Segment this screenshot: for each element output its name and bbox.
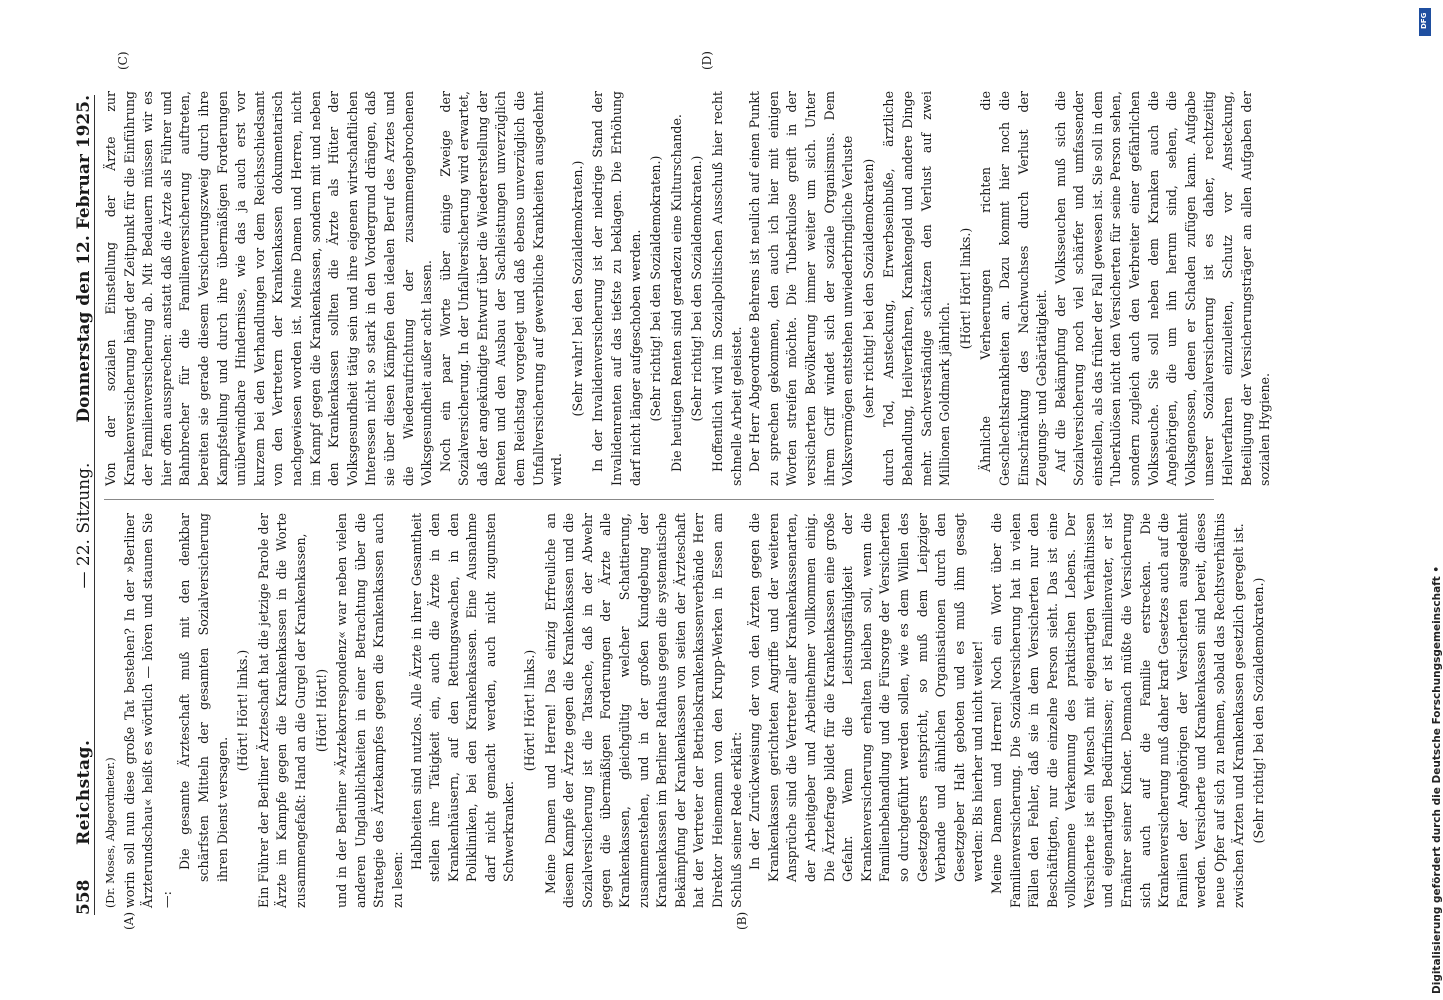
margin-letter-d: (D) <box>700 51 714 70</box>
header-title: Reichstag. <box>74 739 94 845</box>
interjection: (Sehr richtig! bei den Sozialdemokraten.) <box>1251 577 1267 844</box>
paragraph: Meine Damen und Herren! Noch ein Wort über die Familienversicherung. Die Sozialversicherung hat in vielen Fällen den Fehler, daß sie in dem Versicherten nur den Beschäftigten, nur die einzelne Person sieht. Das ist eine vollkommene Verkennung des praktischen Lebens. Der Versicherte ist ein Mensch mit eigenartigen Verhältnissen und eigenartigen Bedürfnissen; er ist Familienvater, er ist Ernährer seiner Kinder. Demnach müßte die Versicherung sich auch auf die Familie erstrecken. Die Krankenversicherung muß daher kraft Gesetzes auch auf die Familien der Angehörigen der Versicherten ausgedehnt werden. Versicherte und Krankenkassen sind bereit, dieses neue Opfer auf sich zu nehmen, sobald das Rechtsverhältnis zwischen Ärzten und Krankenkassen gesetzlich geregelt ist. <box>988 513 1246 908</box>
interjection: (Sehr richtig! bei den Sozialdemokraten.) <box>689 155 705 422</box>
interjection: (sehr richtig! bei den Sozialdemokraten) <box>860 158 876 419</box>
left-column <box>102 513 1271 908</box>
paragraph: Hoffentlich wird im Sozialpolitischen Ausschuß hier recht schnelle Arbeit geleistet. <box>710 91 744 486</box>
page-number: 558 <box>74 879 94 915</box>
paragraph: In der Invalidenversicherung ist der niedrige Stand der Invalidenrenten auf das tiefste zu beklagen. Die Erhöhung darf nicht länger aufgeschoben werden. <box>590 91 643 486</box>
page-header <box>68 95 95 915</box>
paragraph: Noch ein paar Worte über einige Zweige der Sozialversicherung. In der Unfallversicherung wird erwartet, daß der angekündigte Entwurf über die Wiedererstellung der Renten und den Ausbau der Sachleistungen unverzüglich dem Reichstag vorgelegt und daß ebenso unverzüglich die Unfallversicherung auf gewerbliche Krankheiten ausgedehnt wird. <box>437 91 565 486</box>
interjection: (Hört! Hört! links.) <box>522 649 538 772</box>
interjection: (Hört! Hört! links.) <box>235 649 251 772</box>
paragraph: Die heutigen Renten sind geradezu eine Kulturschande. <box>668 114 684 472</box>
header-date: Donnerstag den 12. Februar 1925. <box>74 95 94 423</box>
interjection: (Hört! Hört! links.) <box>957 227 973 350</box>
digitization-credit: Digitalisierung gefördert durch die Deutsche Forschungsgemeinschaft • <box>1431 565 1443 994</box>
interjection: (Sehr richtig! bei den Sozialdemokraten.) <box>648 155 664 422</box>
paragraph: Von der sozialen Einstellung der Ärzte zur Krankenversicherung hängt der Zeitpunkt für die Einführung der Familienversicherung ab. Mit Bedauern müssen wir es hier offen aussprechen: anstatt daß die Ärzte als Führer und Bahnbrecher für die Familienversicherung auftreten, bereiten sie gerade diesem Versicherungszweig durch ihre Kampfstellung und durch ihre übermäßigen Forderungen unüberwindbare Hindernisse, wie das ja auch erst vor kurzem bei den Verhandlungen vor dem Reichsschiedsamt von den Vertretern der Krankenkassen dokumentarisch nachgewiesen worden ist. Meine Damen und Herren, nicht im Kampf gegen die Krankenkassen, sondern mit und neben den Krankenkassen sollten die Ärzte als Hüter der Volksgesundheit tätig sein und ihre eigenen wirtschaftlichen Interessen nicht so stark in den Vordergrund drängen, daß sie über diesen Kämpfen den idealen Beruf des Arztes und die Wiederaufrichtung der zusammengebrochenen Volksgesundheit außer acht lassen. <box>103 91 435 486</box>
right-column <box>102 91 1275 486</box>
paragraph: Ähnliche Verheerungen richten die Geschlechtskrankheiten an. Dazu kommt hier noch die Einschränkung des Nachwuchses durch Verlust der Zeugungs- und Gebärtätigkeit. <box>978 91 1050 486</box>
dfg-logo-text: DFG <box>1420 12 1428 29</box>
header-session: — 22. Sitzung. <box>74 462 94 589</box>
margin-letter-c: (C) <box>116 51 130 70</box>
paragraph: durch Tod, Ansteckung, Erwerbseinbuße, ärztliche Behandlung, Heilverfahren, Krankengeld und andere Dinge mehr. Sachverständige schätzen den Verlust auf zwei Millionen Goldmark jährlich. <box>881 91 953 486</box>
margin-letter-a: (A) <box>122 911 136 930</box>
dfg-logo-icon <box>1419 8 1431 36</box>
paragraph: Der Herr Abgeordnete Behrens ist neulich auf einen Punkt zu sprechen gekommen, den auch ich hier mit einigen Worten streifen möchte. Die Tuberkulose greift in der versicherten Bevölkerung immer weiter um sich. Unter ihrem Griff windet sich der soziale Organismus. Dem Volksvermögen entstehen unwiederbringliche Verluste <box>747 91 856 486</box>
paragraph: Ein Führer der Berliner Ärzteschaft hat die jetzige Parole der Ärzte im Kampfe gegen die Krankenkassen in die Worte zusammengefaßt: Hand an die Gurgel der Krankenkassen, <box>255 513 308 908</box>
interjection: (Sehr wahr! bei den Sozialdemokraten.) <box>569 160 585 417</box>
quotation: Die gesamte Ärzteschaft muß mit den denkbar schärfsten Mitteln der gesamten Sozialversicherung ihren Dienst versagen. <box>177 513 230 882</box>
quotation: Halbheiten sind nutzlos. Alle Ärzte in ihrer Gesamtheit stellen ihre Tätigkeit ein, auch die Ärzte in den Krankenhäusern, auf den Rettungswachen, in den Polikliniken, bei den Krankenkassen. Eine Ausnahme darf nicht gemacht werden, auch nicht zugunsten Schwerkranker. <box>408 513 517 882</box>
quotation: In der Zurückweisung der von den Ärzten gegen die Krankenkassen gerichteten Angriffe und der weiteren Ansprüche sind die Vertreter aller Krankenkassenarten, der Arbeitgeber und Arbeitnehmer vollkommen einig. Die Ärztefrage bildet für die Krankenkassen eine große Gefahr. Wenn die Leistungsfähigkeit der Krankenversicherung erhalten bleiben soll, wenn die Familienbehandlung und die Fürsorge der Versicherten so durchgeführt werden sollen, wie es dem Willen des Gesetzgebers entspricht, so muß dem Leipziger Verbande und ähnlichen Organisationen durch den Gesetzgeber Halt geboten und es muß ihm gesagt werden: Bis hierher und nicht weiter! <box>747 513 986 882</box>
paragraph: Auf die Bekämpfung der Volksseuchen muß sich die Sozialversicherung noch viel schärfer und umfassender einstellen, als das früher der Fall gewesen ist. Sie soll in dem Tuberkulösen nicht den Versicherten für seine Person sehen, sondern zugleich auch den Verbreiter einer gefährlichen Volksseuche. Sie soll neben dem Kranken auch die Angehörigen, die um ihn herum sind, sehen, die Volksgenossen, denen er Schaden zufügen kann. Aufgabe unserer Sozialversicherung ist es daher, rechtzeitig Heilverfahren einzuleiten, Schutz vor Ansteckung, Beteiligung der Versicherungsträger an allen Aufgaben der sozialen Hygiene. <box>1052 91 1273 486</box>
speaker-label: (Dr. Moses, Abgeordneter.) <box>104 757 117 908</box>
interjection: (Hört! Hört!) <box>313 668 329 753</box>
paragraph: worin soll nun diese große Tat bestehen? In der »Berliner Ärzterundschau« heißt es wörtlich — hören und staunen Sie —: <box>121 513 174 908</box>
paragraph: und in der Berliner »Ärztekorrespondenz« war neben vielen anderen Unglaublichkeiten in einer Betrachtung über die Strategie des Ärztekampfes gegen die Krankenkassen auch zu lesen: <box>334 513 405 908</box>
margin-letter-b: (B) <box>735 911 749 930</box>
column-divider <box>104 499 1214 500</box>
paragraph: Meine Damen und Herren! Das einzig Erfreuliche an diesem Kampfe der Ärzte gegen die Krankenkassen und die Sozialversicherung ist die Tatsache, daß in der Abwehr gegen die übermäßigen Forderungen der Ärzte alle Krankenkassen, gleichgültig welcher Schattierung, zusammenstehen, und in der großen Kundgebung der Krankenkassen im Berliner Rathaus gegen die systematische Bekämpfung der Krankenkassen von seiten der Ärzteschaft hat der Vertreter der Betriebskrankenkassenverbände Herr Direktor Heinemann von den Krupp-Werken in Essen am Schluß seiner Rede erklärt: <box>542 513 744 908</box>
